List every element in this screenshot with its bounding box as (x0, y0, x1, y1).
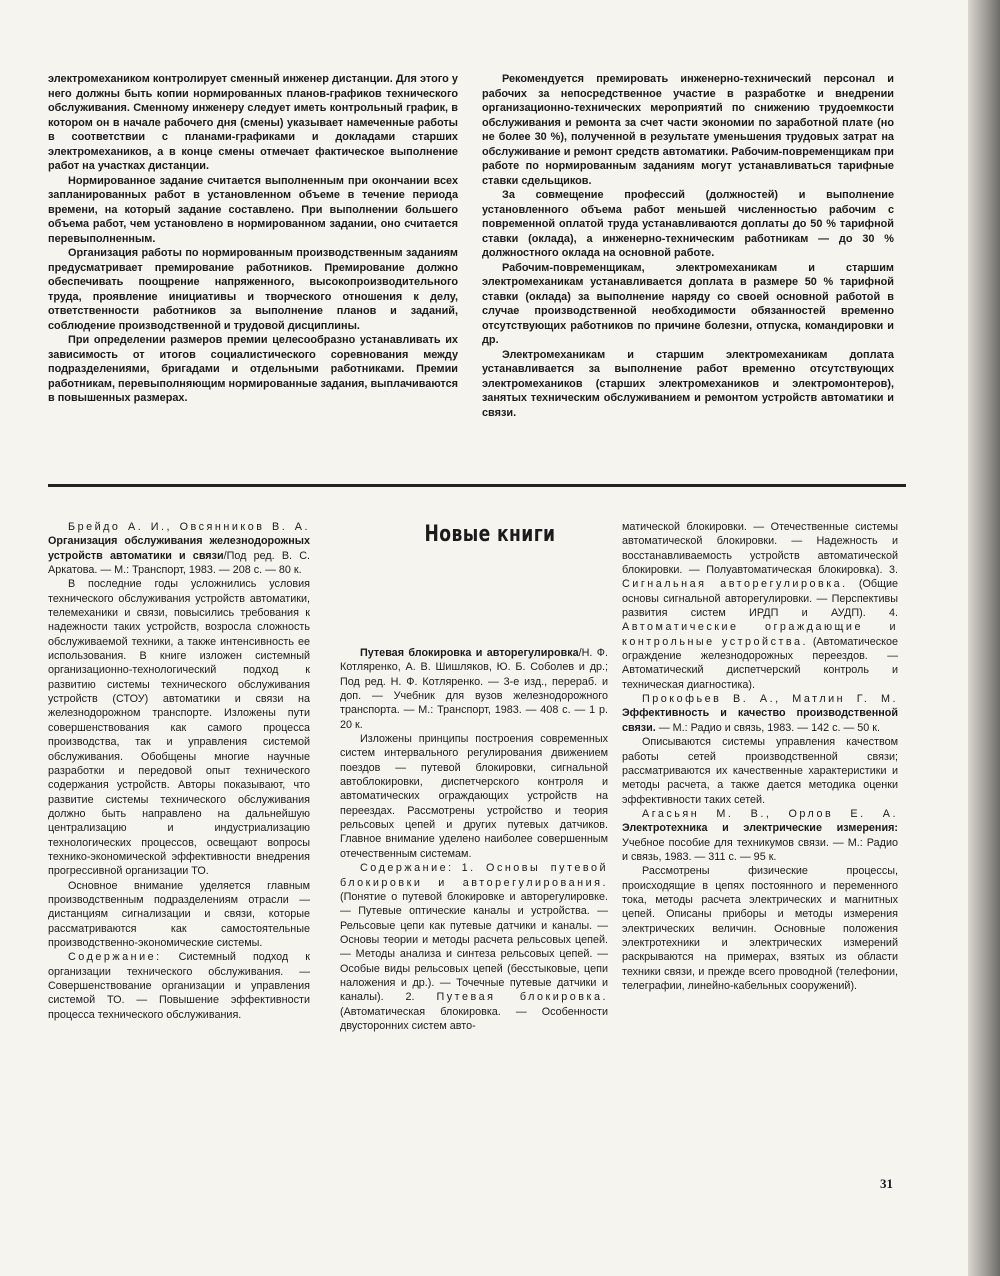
book-authors: Брейдо А. И., Овсянников В. А. (68, 521, 310, 533)
book-imprint: Учебное пособие для техникумов связи. — М.: Радио и связь, 1983. — 311 с. — 95 к. (622, 836, 898, 863)
contents-label: Содержание: (68, 951, 162, 964)
book-imprint: /Н. Ф. Котляренко, А. В. Шишляков, Ю. Б. Соболев и др.; Под ред. Н. Ф. Котляренко. — 3-е изд., перераб. и доп. — Учебник для вузов железнодорожного транспорта. — М.: Транспорт, 1983. — 408 с. — 1 р. 20 к. (340, 647, 608, 731)
book-column-middle (340, 646, 608, 1033)
contents-label: Содержание: (360, 862, 454, 875)
book-annotation: Основное внимание уделяется главным производственным подразделениям отрасли — дистанциям сигнализации и связи, которые рассматриваются как самостоятельные производственно-экономические системы. (48, 879, 310, 949)
contents-text: (Автоматическая блокировка. — Особенности двусторонних систем авто- (340, 1005, 608, 1032)
paragraph: За совмещение профессий (должностей) и выполнение установленного объема работ меньшей численностью рабочим с повременной оплатой труда устанавливаются доплаты до 50 % тарифной ставки (оклада), а инженерно-техническим работникам — до 30 % должностного оклада на основной работе. (482, 189, 894, 259)
book-entry-heading (622, 807, 898, 864)
book-annotation: Описываются системы управления качеством работы сетей производственной связи; рассматриваются их качественные характеристики и методы расчета, а также дается методика оценки эффективности таких сетей. (622, 736, 898, 806)
book-contents (48, 950, 310, 1022)
book-imprint: /Под ред. В. С. Аркатова. — М.: Транспорт, 1983. — 208 с. — 80 к. (48, 549, 310, 577)
section-divider (48, 484, 906, 487)
contents-text: (Автоматическое ограждение железнодорожных переездов. — Автоматический диспетчерский контроль и техническая диагностика). (622, 635, 898, 691)
contents-heading: Автоматические ограждающие и контрольные устройства. (622, 621, 898, 648)
book-entry-heading (48, 520, 310, 577)
contents-heading: 1. Основы путевой блокировки и авторегулирования. (340, 862, 608, 889)
paragraph: Нормированное задание считается выполненным при окончании всех запланированных работ в установленном объеме в течение периода времени, на который задание составлено. При выполнении большего объема работ, чем установлено в нормированном задании, оно считается перевыполненным. (48, 174, 458, 245)
paragraph: Рабочим-повременщикам, электромеханикам и старшим электромеханикам устанавливается доплата в размере 50 % тарифной ставки (оклада) за выполнение наряду со своей основной работой в случае производственной необходимости обязанностей временно отсутствующих работников по причине болезни, отпуска, командировки и др. (482, 261, 894, 346)
book-column-right (622, 520, 898, 993)
contents-text: (Понятие о путевой блокировке и авторегулировке. — Путевые оптические каналы и устройства. — Рельсовые цепи как путевые датчики и каналы. — Основы теории и методы расчета рельсовых цепей. — Методы анализа и синтеза рельсовых цепей. — Особые виды рельсовых цепей (бесстыковые, цепи наложения и др.). — Точечные путевые датчики и каналы). 2. (340, 890, 608, 1004)
contents-heading: Путевая блокировка. (436, 991, 608, 1004)
book-contents (340, 861, 608, 1033)
contents-text: (Общие основы сигнальной авторегулировки. — Перспективы развития систем ИРДП и АУДП). 4. (622, 578, 898, 620)
paragraph: Организация работы по нормированным производственным заданиям предусматривает премирование работников. Премирование должно обеспечивать поощрение напряженного, высокопроизводительного труда, проявление инициативы и творческого отношения к делу, ответственности работников за выполнение планов и заданий, соблюдение производственной и трудовой дисциплины. (48, 247, 458, 332)
book-title: Путевая блокировка и авторегулировка (360, 647, 579, 659)
book-entry-heading (340, 646, 608, 732)
top-right-column (482, 72, 894, 420)
page-edge-shadow (968, 0, 1000, 1276)
book-authors: Прокофьев В. А., Матлин Г. М. (642, 693, 898, 706)
paragraph: Рекомендуется премировать инженерно-технический персонал и рабочих за непосредственное участие в разработке и внедрении организационно-технических мероприятий по снижению трудоемкости обслуживания и ремонта за счет части экономии по заработной плате (но не более 30 %), полученной в результате уменьшения трудовых затрат на обслуживание и ремонт средств автоматики. Рабочим-повременщикам при работе по нормированным заданиям могут устанавливаться тарифные ставки сдельщиков. (482, 73, 894, 187)
paragraph: При определении размеров премии целесообразно устанавливать их зависимость от итогов социалистического соревнования между подразделениями, бригадами и отдельными работниками. Премии работникам, перевыполняющим нормированные задания, выплачиваются в повышенных размерах. (48, 334, 458, 404)
book-authors: Агасьян М. В., Орлов Е. А. (642, 807, 898, 820)
book-annotation: В последние годы усложнились условия технического обслуживания устройств автоматики, телемеханики и связи, повысились требования к надежности таких устройств, возросла сложность обслуживаемой техники, а также интенсивность ее использования. В книге изложен системный организационно-технологический подход к развитию системы технического обслуживания устройств (СТОУ) автоматики и связи на железнодорожном транспорте. Изложены пути совершенствования как самого процесса производства, так и управления системой обслуживания. Обобщены многие научные разработки и передовой опыт технического содержания устройств. Авторы показывают, что развитие системы технического обслуживания должно быть направлено на дальнейшую централизацию и индустриализацию технологических процессов, освещают вопросы технико-экономической эффективности внедрения прогрессивной организации ТО. (48, 578, 310, 878)
page-number: 31 (880, 1176, 893, 1191)
book-column-left (48, 520, 310, 1022)
book-entry-heading (622, 692, 898, 735)
paragraph: электромехаником контролирует сменный инженер дистанции. Для этого у него должны быть копии нормированных планов-графиков технического обслуживания. Сменному инженеру следует иметь контрольный график, в котором он в начале рабочего дня (смены) указывает намеченные работы в соответствии с планами-графиками и докладами старших электромехаников, а в конце смены отмечает фактическое выполнение работ на участках дистанции. (48, 73, 458, 172)
book-title: Электротехника и электрические измерения: (622, 822, 898, 835)
section-title: Новые книги (424, 522, 556, 547)
book-title: Эффективность и качество производственной связи. (622, 707, 898, 734)
contents-text: Системный подход к организации технического обслуживания. — Совершенствование организации и управления системой ТО. — Повышение эффективности процесса технического обслуживания. (48, 951, 310, 1021)
paragraph: Электромеханикам и старшим электромеханикам доплата устанавливается за выполнение работ временно отсутствующих электромехаников (старших электромехаников и электромонтеров), занятых техническим обслуживанием и ремонтом устройств автоматики и связи. (482, 348, 894, 419)
book-contents-continued: матической блокировки. — Отечественные системы автоматической блокировки. — Надежность и восстанавливаемость устройств автоматической блокировки. — Полуавтоматическая блокировка). 3. Сигнальная авторегулировка. (Общие основы сигнальной авторегулировки. — Перспективы развития систем ИРДП и АУДП). 4. Автоматические ограждающие и контрольные устройства. (Автоматическое ограждение железнодорожных переездов. — Автоматический диспетчерский контроль и техническая диагностика). (622, 521, 898, 691)
book-title: Организация обслуживания железнодорожных устройств автоматики и связи (48, 535, 310, 562)
top-left-column (48, 72, 458, 406)
book-annotation: Рассмотрены физические процессы, происходящие в цепях постоянного и переменного тока, методы расчета электрических и магнитных цепей. Описаны приборы и методы измерения электрических величин. Основные положения электротехники и электрических измерений раскрываются на примерах, взятых из области техники связи, и прежде всего проводной (телефонии, телеграфии, линейно-кабельных сооружений). (622, 865, 898, 992)
contents-heading: Сигнальная авторегулировка. (622, 578, 848, 591)
book-annotation: Изложены принципы построения современных систем интервального регулирования движением поездов — путевой блокировки, сигнальной автоблокировки, диспетчерского контроля и автоматических ограждающих устройств на переездах. Рассмотрены устройство и теория рельсовых цепей и других путевых датчиков. Главное внимание уделено наиболее совершенным отечественным системам. (340, 733, 608, 860)
book-imprint: — М.: Радио и связь, 1983. — 142 с. — 50 к. (658, 721, 881, 734)
